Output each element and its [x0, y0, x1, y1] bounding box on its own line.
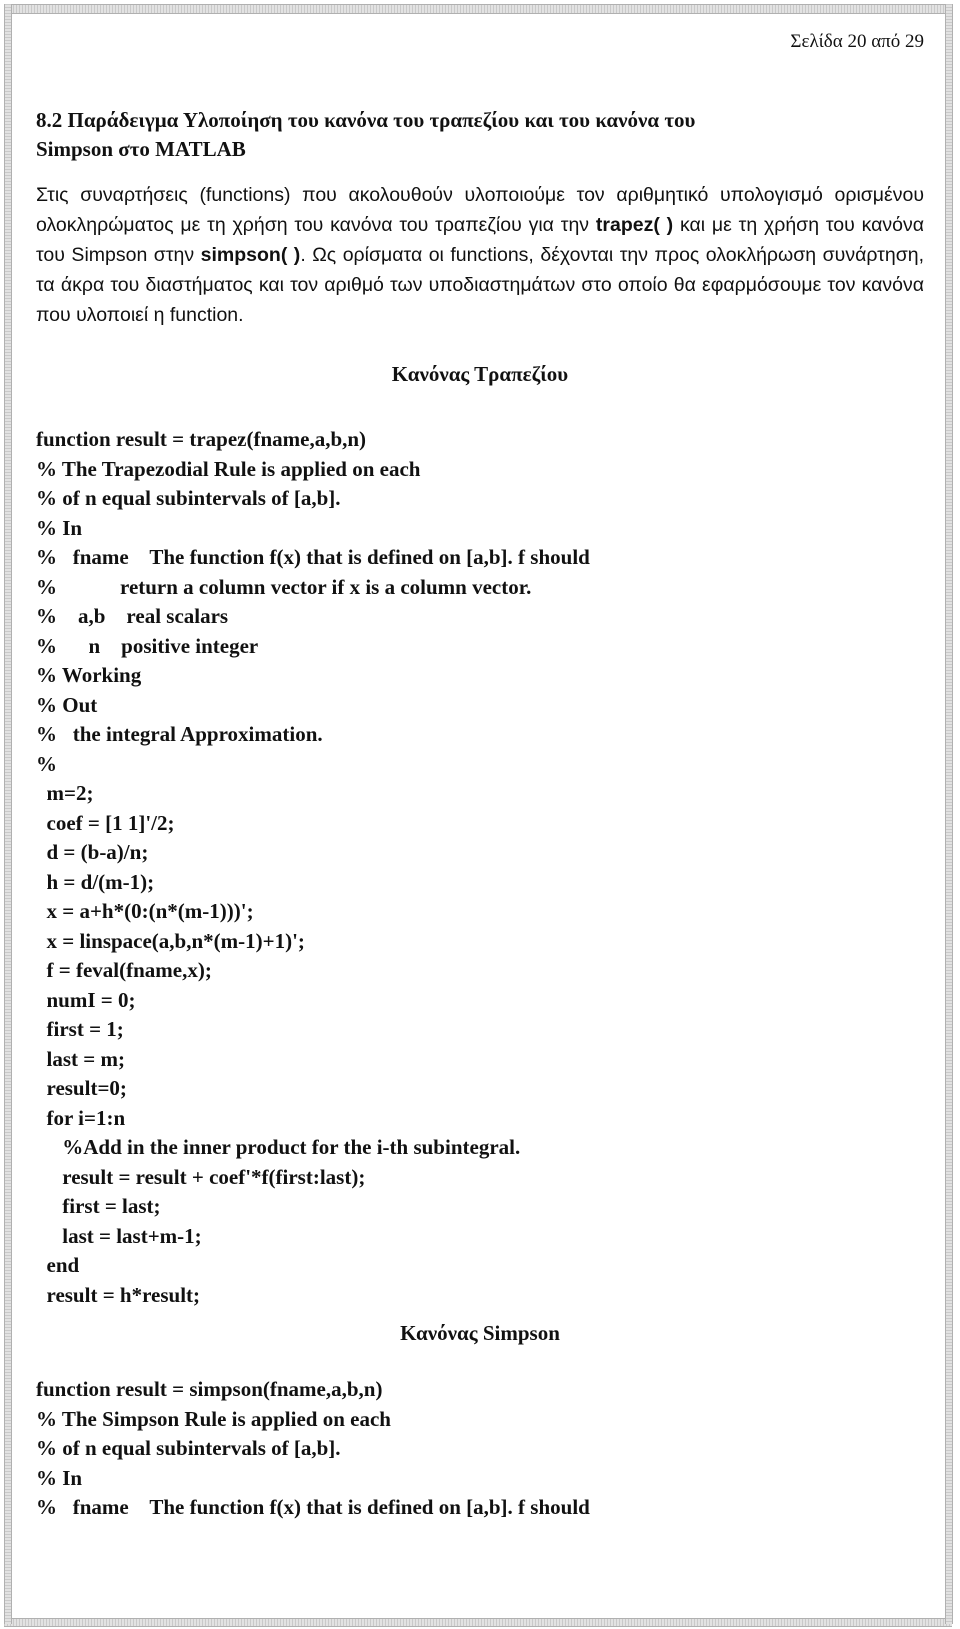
simpson-code-line: % The Simpson Rule is applied on each [36, 1406, 391, 1431]
page-border-bottom [4, 1618, 952, 1627]
section-title-line-1: 8.2 Παράδειγμα Υλοποίηση του κανόνα του τραπεζίου και του κανόνα του [36, 108, 696, 132]
trapezoid-heading: Κανόνας Τραπεζίου [391, 362, 569, 386]
trapezoid-code-line: result = h*result; [36, 1282, 201, 1307]
trapezoid-code-line: function result = trapez(fname,a,b,n) [36, 427, 367, 451]
trapezoid-code-line: h = d/(m-1); [36, 869, 155, 894]
trapezoid-code-line: x = linspace(a,b,n*(m-1)+1)'; [36, 928, 305, 953]
trapezoid-code-line: end [36, 1253, 80, 1277]
section-title-line-2: Simpson στο MATLAB [36, 137, 246, 161]
trapezoid-code-line: % return a column vector if x is a column vector. [36, 574, 532, 599]
trapezoid-code-line: % n positive integer [36, 633, 259, 658]
page-border-left [4, 4, 12, 1624]
trapezoid-code-line: numI = 0; [36, 987, 136, 1012]
simpson-code-line: % of n equal subintervals of [a,b]. [36, 1436, 341, 1460]
trapezoid-code-line: first = last; [36, 1194, 161, 1218]
intro-text-c: . Ως ορίσματα οι functions, δέχονται την προς ολοκλήρωση συνάρτηση, τα άκρα του διαστήματος και τον αριθμό των υποδιαστημάτων στο οποίο θα εφαρμόσουμε τον κανόνα που υλοποιεί η function. [36, 244, 925, 326]
intro-fn-simpson: simpson( ) [200, 244, 301, 266]
simpson-code-block [36, 1375, 924, 1523]
trapezoid-code-line: result=0; [36, 1076, 127, 1100]
simpson-code-line: % In [36, 1465, 83, 1490]
trapezoid-code-line: % of n equal subintervals of [a,b]. [36, 486, 341, 510]
trapezoid-code-line: % The Trapezodial Rule is applied on each [36, 456, 421, 481]
simpson-code-line: % fname The function f(x) that is defined on [a,b]. f should [36, 1495, 590, 1519]
simpson-code-line: function result = simpson(fname,a,b,n) [36, 1377, 383, 1401]
trapezoid-code-line: coef = [1 1]'/2; [36, 810, 175, 835]
intro-text-b: και με τη χρήση του κανόνα του Simpson στην [36, 214, 925, 266]
trapezoid-code-block [36, 425, 924, 1310]
trapezoid-code-line: % a,b real scalars [36, 604, 229, 628]
page-border-top [4, 4, 952, 14]
trapezoid-code-line: last = last+m-1; [36, 1223, 202, 1248]
page-number: Σελίδα 20 από 29 [790, 31, 924, 52]
trapezoid-code-line: x = a+h*(0:(n*(m-1)))'; [36, 899, 254, 923]
trapezoid-code-line: d = (b-a)/n; [36, 840, 149, 864]
trapezoid-code-line: result = result + coef'*f(first:last); [36, 1164, 366, 1189]
section-title [36, 106, 924, 164]
trapezoid-code-line: %Add in the inner product for the i-th subintegral. [36, 1135, 521, 1159]
trapezoid-code-line: for i=1:n [36, 1105, 126, 1130]
intro-fn-trapez: trapez( ) [595, 214, 674, 236]
trapezoid-code-line: % Out [36, 692, 98, 717]
simpson-heading: Κανόνας Simpson [400, 1321, 560, 1345]
trapezoid-code-line: % [36, 751, 57, 776]
trapezoid-code-line: % fname The function f(x) that is defined on [a,b]. f should [36, 545, 590, 569]
trapezoid-code-line: last = m; [36, 1046, 125, 1071]
trapezoid-code-line: % In [36, 515, 83, 540]
trapezoid-code-line: f = feval(fname,x); [36, 958, 212, 982]
trapezoid-code-line: % the integral Approximation. [36, 722, 323, 746]
trapezoid-code-line: m=2; [36, 781, 94, 805]
page-border-right [945, 4, 953, 1624]
intro-paragraph [36, 180, 924, 330]
intro-text-a: Στις συναρτήσεις (functions) που ακολουθούν υλοποιούμε τον αριθμητικό υπολογισμό ορισμένου ολοκληρώματος με τη χρήση του κανόνα του τραπεζίου για την [36, 184, 924, 236]
trapezoid-code-line: first = 1; [36, 1017, 124, 1041]
trapezoid-code-line: % Working [36, 663, 142, 687]
